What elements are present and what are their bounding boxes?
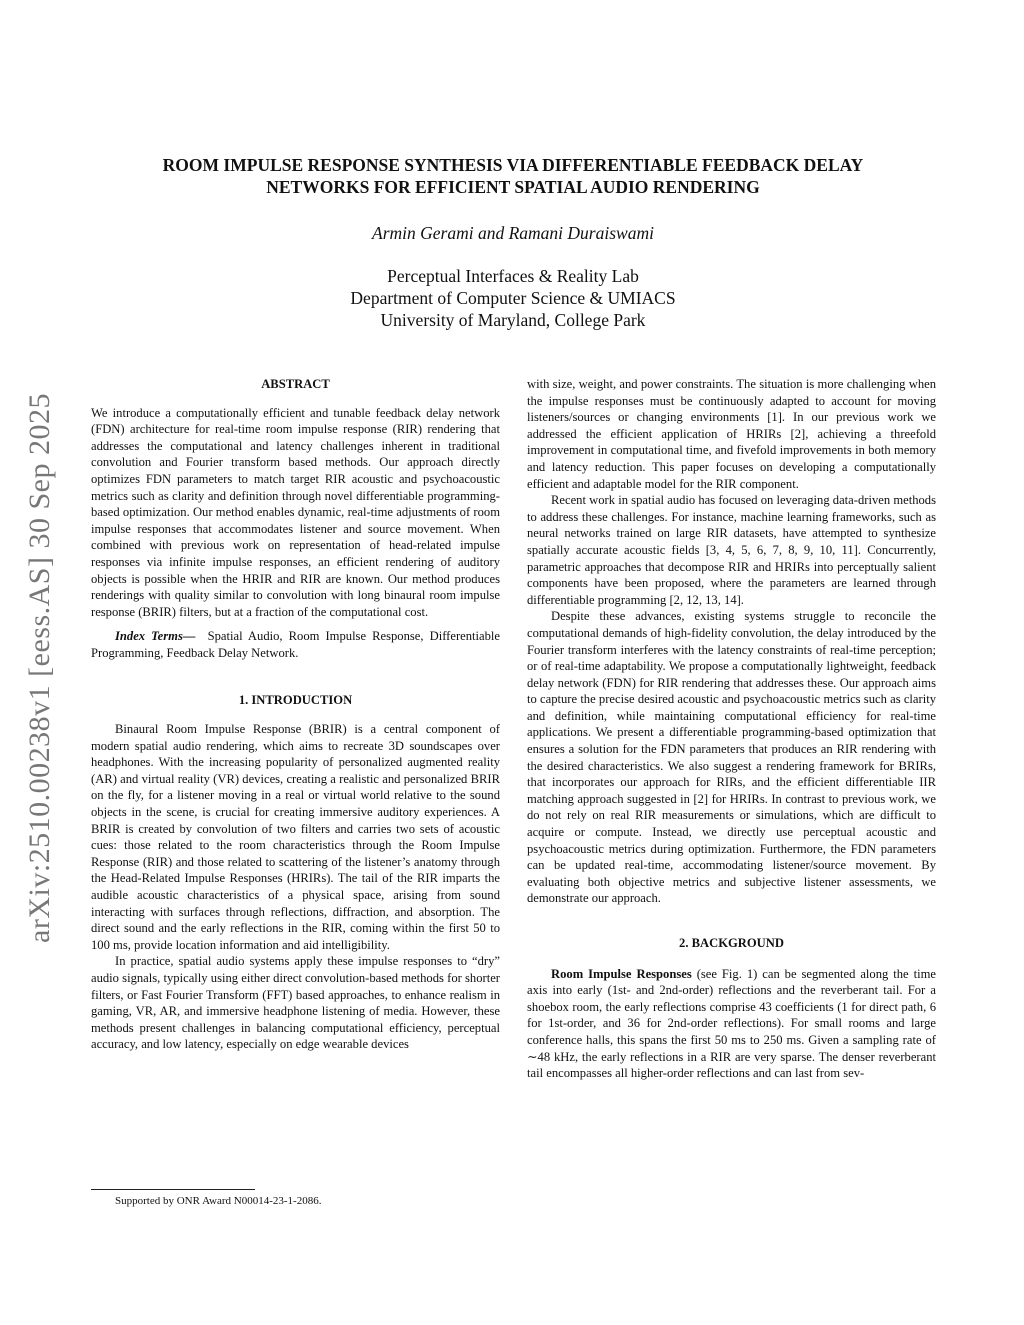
intro-paragraph-2: In practice, spatial audio systems apply these impulse responses to “dry” audio signals, typically using either direct convolution-based methods for shorter filters, or Fast Fourier Transform (FFT) based approaches, to enhance realism in gaming, VR, AR, and immersive headphone listening of media. However, these methods present challenges in balancing computational efficiency, perceptual accuracy, and low latency, especially on edge wearable devices: [91, 954, 500, 1052]
background-paragraph-1: [527, 966, 936, 1082]
abstract-text: We introduce a computationally efficient and tunable feedback delay network (FDN) architecture for real-time room impulse response (RIR) rendering that addresses the computational and latency challenges inherent in traditional convolution and Fourier transform based methods. Our approach directly optimizes FDN parameters to match target RIR acoustic and psychoacoustic metrics such as clarity and definition through novel differentiable programming-based optimization. Our method enables dynamic, real-time adjustments of room impulse responses that accommodates listener and source movement. When combined with previous work on representation of head-related impulse responses via infinite impulse responses, an efficient rendering of auditory objects is possible when the HRIR and RIR are known. Our method produces renderings with quality similar to convolution with long binaural room impulse response (BRIR) filters, but at a fraction of the computational cost.: [91, 405, 500, 619]
affiliation-line-1: Perceptual Interfaces & Reality Lab: [387, 266, 639, 286]
right-column: [527, 376, 936, 1082]
paper-title: [90, 154, 936, 198]
intro-paragraph-3: Recent work in spatial audio has focused on leveraging data-driven methods to address these challenges. For instance, machine learning frameworks, such as neural networks trained on large RIR datasets, have attempted to synthesize spatially accurate acoustic fields [3, 4, 5, 6, 7, 8, 9, 10, 11]. Concurrently, parametric approaches that decompose RIR and HRIRs into perceptually salient components have been proposed, where the parameters are learned through differentiable programming [2, 12, 13, 14].: [527, 493, 936, 607]
intro-paragraph-4: Despite these advances, existing systems struggle to reconcile the computational demands of high-fidelity convolution, the delay introduced by the Fourier transform interferes with the latency constraints of real-time perception; or of real-time adaptability. We propose a computationally lightweight, feedback delay network (FDN) for RIR rendering that addresses these. Our approach aims to capture the precise desired acoustic and psychoacoustic metrics such as clarity and definition, while maintaining computational efficiency for real-time applications. We present a differentiable programming-based optimization that ensures a solution for the FDN parameters that produces an RIR rendering with the desired characteristics. We also suggest a rendering framework for BRIRs, that incorporates our approach for RIRs, and the efficient differentiable IIR matching approach suggested in [2] for HRIRs. In contrast to previous work, we do not rely on real RIR measurements or simulations, which are difficult to acquire or compute. Instead, we directly use perceptual acoustic and psychoacoustic metrics during optimization. Furthermore, the FDN parameters can be updated real-time, accommodating listener/source movement. By evaluating both objective metrics and subjective listener assessments, we demonstrate our approach.: [527, 609, 936, 906]
title-line-1: ROOM IMPULSE RESPONSE SYNTHESIS VIA DIFFERENTIABLE FEEDBACK DELAY: [162, 155, 864, 175]
intro-paragraph-1: Binaural Room Impulse Response (BRIR) is a central component of modern spatial audio rendering, which aims to recreate 3D soundscapes over headphones. With the increasing popularity of personalized augmented reality (AR) and virtual reality (VR) devices, creating a realistic and personalized BRIR on the fly, for a listener moving in a real or virtual world relative to the sound objects in the scene, is crucial for creating immersive auditory experiences. A BRIR is created by convolution of two filters and carries two sets of acoustic cues: those related to the room characteristics through the Room Impulse Response (RIR) and those related to scattering of the listener’s anatomy through the Head-Related Impulse Responses (HRIRs). The tail of the RIR imparts the audible acoustic characteristics of a physical space, arising from sound interacting with surfaces through reflections, diffraction, and absorption. The direct sound and the early reflections in the RIR, coming within the first 50 to 100 ms, provide location information and aid intelligibility.: [91, 722, 500, 952]
affiliation-line-2: Department of Computer Science & UMIACS: [350, 288, 676, 308]
index-terms-label: Index Terms—: [115, 629, 196, 644]
author-affiliation: [90, 265, 936, 331]
arxiv-identifier-stamp: [10, 355, 70, 980]
background-heading: 2. BACKGROUND: [679, 936, 784, 950]
affiliation-line-3: University of Maryland, College Park: [380, 310, 646, 330]
left-column: [91, 376, 500, 1053]
paper-authors: Armin Gerami and Ramani Duraiswami: [372, 223, 654, 243]
background-paragraph-text: (see Fig. 1) can be segmented along the time axis into early (1st- and 2nd-order) reflections and the reverberant tail. For a shoebox room, the early reflections comprise 43 coefficients (1 for direct path, 6 for 1st-order, and 36 for 2nd-order reflections). For small rooms and large conference halls, this spans the first 50 ms to 250 ms. Given a sampling rate of ∼48 kHz, the early reflections in a RIR are very sparse. The denser reverberant tail encompasses all higher-order reflections and can last from sev-: [527, 966, 936, 1081]
introduction-heading: 1. INTRODUCTION: [238, 692, 353, 707]
index-terms-text: Spatial Audio, Room Impulse Response, Differentiable Programming, Feedback Delay Network.: [91, 629, 500, 660]
footnote-divider: [91, 1189, 255, 1190]
footnote: Supported by ONR Award N00014-23-1-2086.: [115, 1195, 322, 1207]
abstract-heading: ABSTRACT: [261, 377, 330, 391]
intro-paragraph-2-continued: with size, weight, and power constraints. The situation is more challenging when the impulse responses must be continuously adapted to account for moving listeners/sources or changing environments [1]. In our previous work we addressed the efficient application of HRIRs [2], achieving a threefold improvement in computational time, and fivefold improvements in both memory and latency reduction. This paper focuses on developing a computationally efficient and adaptable model for the RIR component.: [527, 377, 936, 491]
index-terms: [91, 628, 500, 661]
background-lead-term: Room Impulse Responses: [551, 966, 692, 981]
title-line-2: NETWORKS FOR EFFICIENT SPATIAL AUDIO RENDERING: [266, 177, 760, 197]
arxiv-identifier-text: arXiv:2510.00238v1 [eess.AS] 30 Sep 2025: [23, 392, 57, 943]
